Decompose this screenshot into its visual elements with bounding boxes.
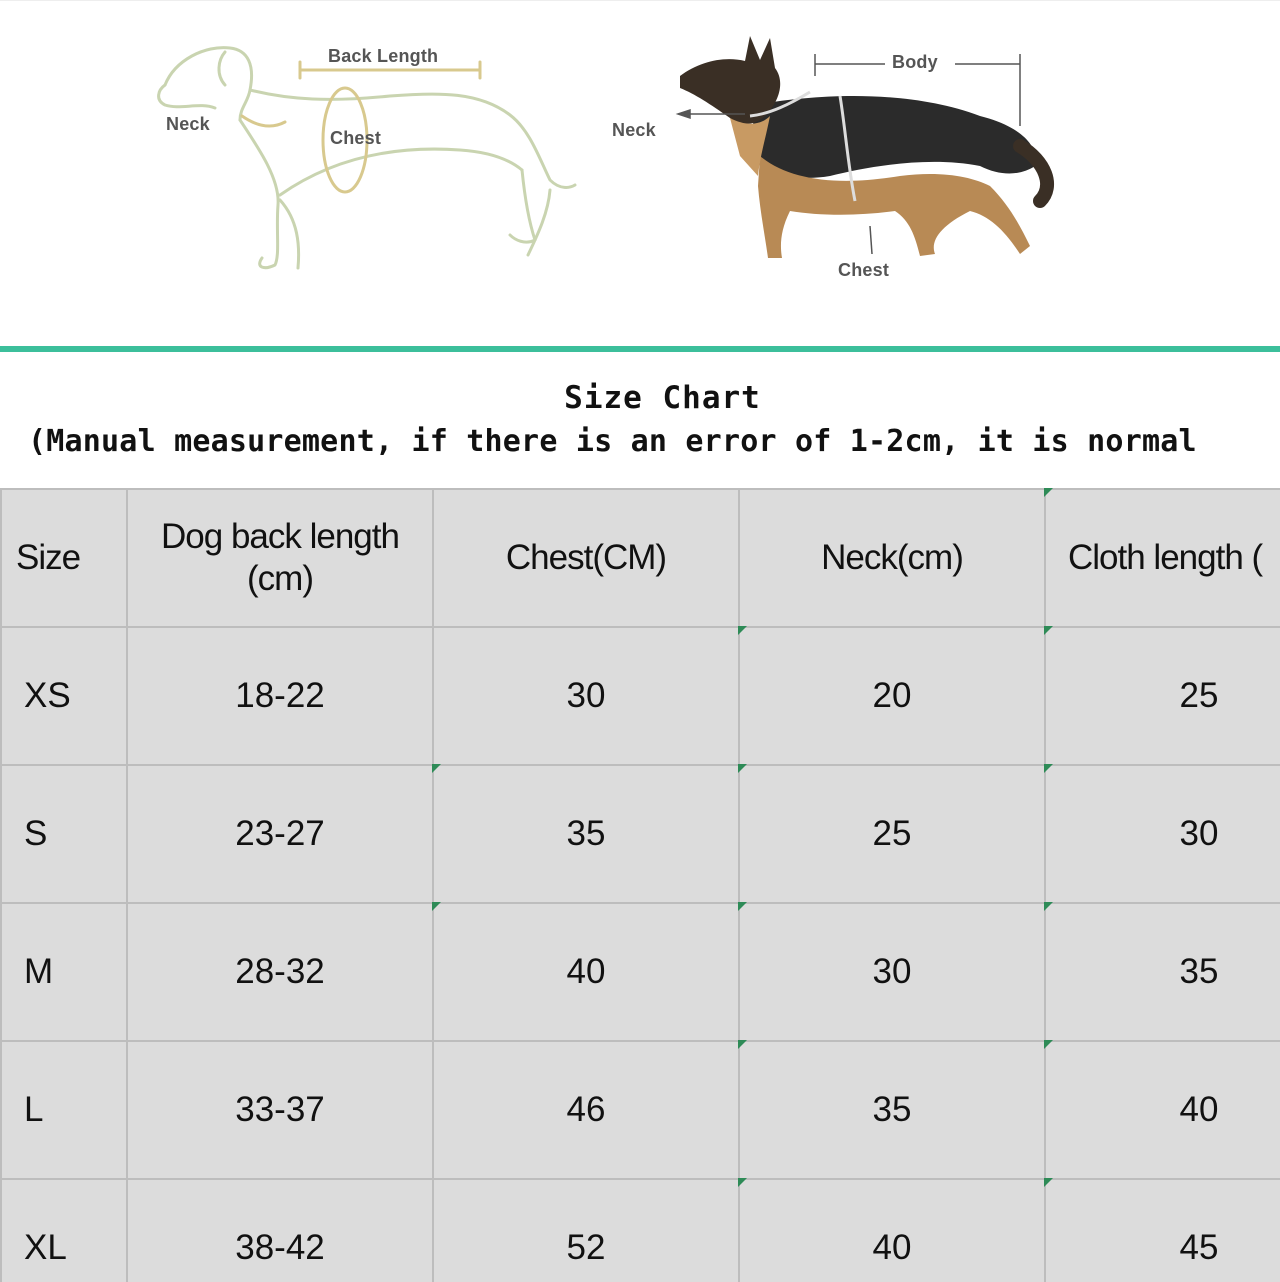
cell-marker: [1044, 902, 1053, 911]
header-back-length-line2: (cm): [247, 559, 313, 598]
cell-marker: [738, 626, 747, 635]
table-row: [1, 1041, 1280, 1179]
cell-chest-value: 35: [566, 814, 606, 853]
cell-chest: 52: [433, 1179, 739, 1282]
cell-chest-value: 40: [566, 952, 606, 991]
cell-size: XL: [1, 1179, 127, 1282]
dog-photo-diagram: [600, 26, 1100, 296]
cell-marker: [1044, 764, 1053, 773]
chest-label-photo: Chest: [838, 260, 890, 280]
cell-cloth-length: [1045, 765, 1280, 903]
cell-marker: [432, 902, 441, 911]
cell-cloth-value: 35: [1179, 952, 1219, 991]
cell-neck: [739, 1041, 1045, 1179]
body-label: Body: [892, 52, 938, 72]
header-chest: Chest(CM): [433, 489, 739, 627]
table-header-row: [1, 489, 1280, 627]
cell-back-length: 18-22: [127, 627, 433, 765]
dog-outline-illustration: [130, 30, 600, 290]
cell-marker: [738, 764, 747, 773]
cell-cloth-value: 45: [1179, 1228, 1219, 1267]
cell-marker: [1044, 626, 1053, 635]
chart-title: Size Chart: [564, 380, 761, 416]
neck-label: Neck: [166, 114, 210, 134]
table-row: [1, 765, 1280, 903]
cell-size: M: [1, 903, 127, 1041]
table-row: [1, 627, 1280, 765]
cell-cloth-length: [1045, 627, 1280, 765]
cell-size: XS: [1, 627, 127, 765]
cell-size: S: [1, 765, 127, 903]
cell-back-length: 28-32: [127, 903, 433, 1041]
cell-marker: [738, 1178, 747, 1187]
cell-marker: [432, 764, 441, 773]
cell-cloth-length: [1045, 1179, 1280, 1282]
cell-size: L: [1, 1041, 127, 1179]
cell-neck: [739, 765, 1045, 903]
cell-marker: [1044, 1178, 1053, 1187]
cell-cloth-value: 40: [1179, 1090, 1219, 1129]
header-neck: Neck(cm): [739, 489, 1045, 627]
cell-marker: [1044, 488, 1053, 497]
cell-marker: [738, 1040, 747, 1049]
cell-back-length: 33-37: [127, 1041, 433, 1179]
cell-neck-value: 20: [872, 676, 912, 715]
header-cloth-length: [1045, 489, 1280, 627]
shepherd-dog-illustration: [600, 26, 1100, 296]
cell-cloth-value: 30: [1179, 814, 1219, 853]
cell-neck-value: 35: [872, 1090, 912, 1129]
header-back-length: [127, 489, 433, 627]
cell-neck: [739, 1179, 1045, 1282]
table-row: [1, 903, 1280, 1041]
cell-cloth-value: 25: [1179, 676, 1219, 715]
cell-marker: [738, 902, 747, 911]
neck-label-photo: Neck: [612, 120, 656, 140]
cell-back-length: 23-27: [127, 765, 433, 903]
cell-cloth-length: [1045, 1041, 1280, 1179]
cell-marker: [1044, 1040, 1053, 1049]
cell-neck: [739, 903, 1045, 1041]
cell-neck-value: 30: [872, 952, 912, 991]
chart-heading-area: [0, 352, 1280, 488]
cell-neck-value: 40: [872, 1228, 912, 1267]
header-size: Size: [1, 489, 127, 627]
cell-chest: [433, 765, 739, 903]
cell-cloth-length: [1045, 903, 1280, 1041]
cell-chest: 46: [433, 1041, 739, 1179]
back-length-label: Back Length: [328, 46, 439, 66]
header-cloth-length-text: Cloth length (: [1068, 538, 1263, 577]
chest-label: Chest: [330, 128, 382, 148]
cell-chest: [433, 903, 739, 1041]
cell-neck: [739, 627, 1045, 765]
table-row: [1, 1179, 1280, 1282]
size-table-container: [0, 488, 1280, 1282]
header-back-length-line1: Dog back length: [161, 517, 399, 556]
size-table: [0, 488, 1280, 1282]
chart-subtitle: (Manual measurement, if there is an error of 1-2cm, it is normal: [28, 424, 1197, 459]
cell-back-length: 38-42: [127, 1179, 433, 1282]
cell-neck-value: 25: [872, 814, 912, 853]
cell-chest: 30: [433, 627, 739, 765]
dog-outline-diagram: [130, 30, 600, 290]
